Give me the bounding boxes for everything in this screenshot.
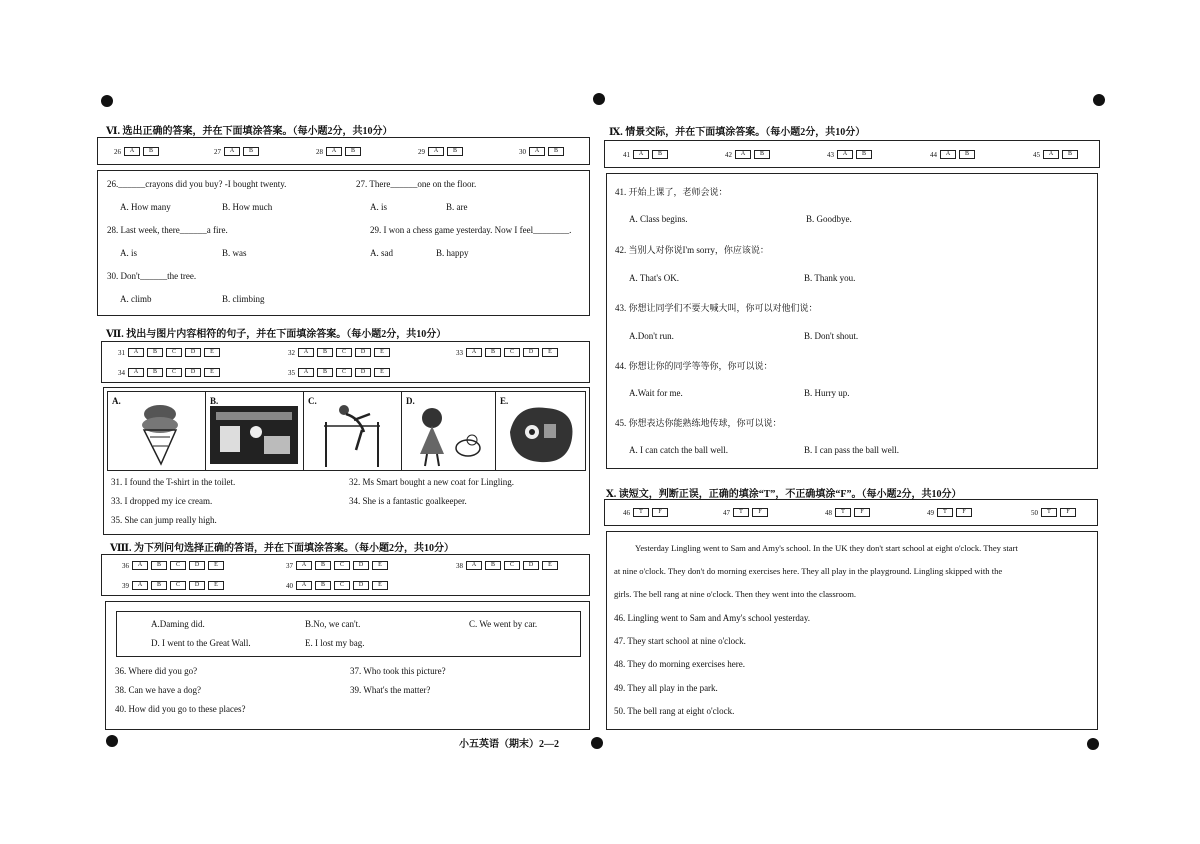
picture-c: C. bbox=[304, 392, 402, 470]
question-26: 26.______crayons did you buy? -I bought twenty. bbox=[107, 179, 287, 189]
question-36: 36. Where did you go? bbox=[115, 666, 198, 676]
section-10-passage-box bbox=[606, 531, 1098, 730]
answer-options-box bbox=[116, 611, 581, 657]
option: A. I can catch the ball well. bbox=[629, 445, 728, 455]
option: A. climb bbox=[120, 294, 152, 304]
answer-item[interactable]: 35 A B C D E bbox=[288, 368, 390, 377]
option: B. climbing bbox=[222, 294, 265, 304]
goalkeeper-icon bbox=[496, 392, 585, 470]
option: A.Daming did. bbox=[151, 619, 205, 629]
high-jump-icon bbox=[304, 392, 402, 470]
answer-item[interactable]: 44 A B bbox=[930, 150, 975, 159]
question-30: 30. Don't______the tree. bbox=[107, 271, 197, 281]
option: A. How many bbox=[120, 202, 171, 212]
answer-item[interactable]: 37 A B C D E bbox=[286, 561, 388, 570]
answer-item[interactable]: 43 A B bbox=[827, 150, 872, 159]
picture-b: B. bbox=[206, 392, 304, 470]
answer-item[interactable]: 42 A B bbox=[725, 150, 770, 159]
question-29: 29. I won a chess game yesterday. Now I feel________. bbox=[370, 225, 572, 235]
answer-item[interactable]: 48 T F bbox=[825, 508, 870, 517]
registration-dot bbox=[106, 735, 118, 747]
section-7-title: Ⅶ. 找出与图片内容相符的句子，并在下面填涂答案。（每小题2分，共10分） bbox=[106, 329, 447, 340]
question-37: 37. Who took this picture? bbox=[350, 666, 446, 676]
option: B. Hurry up. bbox=[804, 388, 850, 398]
section-9-title: Ⅸ. 情景交际，并在下面填涂答案。（每小题2分，共10分） bbox=[609, 127, 866, 138]
picture-a: A. bbox=[108, 392, 206, 470]
question-44: 44. 你想让你的同学等等你，你可以说： bbox=[615, 361, 773, 371]
section-7-content bbox=[103, 387, 590, 535]
section-10-title: Ⅹ. 读短文，判断正误，正确的填涂“T”，不正确填涂“F”。（每小题2分，共10分） bbox=[606, 489, 962, 500]
answer-item[interactable]: 50 T F bbox=[1031, 508, 1076, 517]
bathroom-icon bbox=[206, 392, 304, 470]
question-38: 38. Can we have a dog? bbox=[115, 685, 201, 695]
girl-icon bbox=[402, 392, 496, 470]
passage-line: Yesterday Lingling went to Sam and Amy's school. In the UK they don't start school at eight o'clock. They start bbox=[635, 543, 1018, 553]
registration-dot bbox=[101, 95, 113, 107]
picture-strip bbox=[107, 391, 586, 471]
answer-item[interactable]: 29 A B bbox=[418, 147, 463, 156]
answer-item[interactable]: 31 A B C D E bbox=[118, 348, 220, 357]
passage-line: girls. The bell rang at nine o'clock. Then they went into the classroom. bbox=[614, 589, 857, 599]
question-28: 28. Last week, there______a fire. bbox=[107, 225, 228, 235]
question-45: 45. 你想表达你能熟练地传球，你可以说： bbox=[615, 418, 782, 428]
sentence-32: 32. Ms Smart bought a new coat for Lingling. bbox=[349, 477, 514, 487]
answer-item[interactable]: 45 A B bbox=[1033, 150, 1078, 159]
option: B.No, we can't. bbox=[305, 619, 361, 629]
page-footer: 小五英语（期末）2—2 bbox=[459, 739, 559, 750]
option: B. I can pass the ball well. bbox=[804, 445, 899, 455]
registration-dot bbox=[593, 93, 605, 105]
question-39: 39. What's the matter? bbox=[350, 685, 431, 695]
section-6-questions bbox=[97, 170, 590, 316]
section-9-answer-box bbox=[604, 140, 1100, 168]
option: D. I went to the Great Wall. bbox=[151, 638, 251, 648]
option: C. We went by car. bbox=[469, 619, 538, 629]
picture-e: E. bbox=[496, 392, 585, 470]
sentence-33: 33. I dropped my ice cream. bbox=[111, 496, 213, 506]
option: B. are bbox=[446, 202, 468, 212]
answer-item[interactable]: 36 A B C D E bbox=[122, 561, 224, 570]
answer-item[interactable]: 41 A B bbox=[623, 150, 668, 159]
option: A. is bbox=[370, 202, 388, 212]
option: B. Thank you. bbox=[804, 273, 856, 283]
passage-line: at nine o'clock. They don't do morning exercises here. They all play in the playground. Lingling skipped with the bbox=[614, 566, 1003, 576]
question-42: 42. 当别人对你说I'm sorry，你应该说： bbox=[615, 245, 769, 255]
registration-dot bbox=[591, 737, 603, 749]
answer-item[interactable]: 47 T F bbox=[723, 508, 768, 517]
answer-item[interactable]: 28 A B bbox=[316, 147, 361, 156]
statement-46: 46. Lingling went to Sam and Amy's school yesterday. bbox=[614, 613, 811, 623]
answer-item[interactable]: 26 A B bbox=[114, 147, 159, 156]
option: B. Goodbye. bbox=[806, 214, 852, 224]
option: A. sad bbox=[370, 248, 393, 258]
answer-item[interactable]: 32 A B C D E bbox=[288, 348, 390, 357]
statement-48: 48. They do morning exercises here. bbox=[614, 659, 746, 669]
option: B. was bbox=[222, 248, 247, 258]
question-40: 40. How did you go to these places? bbox=[115, 704, 246, 714]
option: B. How much bbox=[222, 202, 273, 212]
answer-item[interactable]: 34 A B C D E bbox=[118, 368, 220, 377]
answer-item[interactable]: 39 A B C D E bbox=[122, 581, 224, 590]
option: A.Don't run. bbox=[629, 331, 674, 341]
section-10-answer-box bbox=[604, 499, 1098, 526]
section-9-questions bbox=[606, 173, 1098, 469]
registration-dot bbox=[1087, 738, 1099, 750]
answer-item[interactable]: 49 T F bbox=[927, 508, 972, 517]
answer-item[interactable]: 30 A B bbox=[519, 147, 564, 156]
answer-item[interactable]: 46 T F bbox=[623, 508, 668, 517]
answer-item[interactable]: 40 A B C D E bbox=[286, 581, 388, 590]
option: B. Don't shout. bbox=[804, 331, 859, 341]
answer-item[interactable]: 33 A B C D E bbox=[456, 348, 558, 357]
option: A. That's OK. bbox=[629, 273, 679, 283]
sentence-35: 35. She can jump really high. bbox=[111, 515, 217, 525]
registration-dot bbox=[1093, 94, 1105, 106]
statement-49: 49. They all play in the park. bbox=[614, 683, 718, 693]
section-6-answer-box bbox=[97, 137, 590, 165]
option: A. Class begins. bbox=[629, 214, 688, 224]
statement-47: 47. They start school at nine o'clock. bbox=[614, 636, 746, 646]
answer-item[interactable]: 38 A B C D E bbox=[456, 561, 558, 570]
sentence-31: 31. I found the T-shirt in the toilet. bbox=[111, 477, 236, 487]
option: B. happy bbox=[436, 248, 469, 258]
option: A.Wait for me. bbox=[629, 388, 683, 398]
question-27: 27. There______one on the floor. bbox=[356, 179, 477, 189]
ice-cream-icon bbox=[108, 392, 206, 470]
option: A. is bbox=[120, 248, 138, 258]
question-43: 43. 你想让同学们不要大喊大叫，你可以对他们说： bbox=[615, 303, 818, 313]
section-8-title: Ⅷ. 为下列问句选择正确的答语，并在下面填涂答案。（每小题2分，共10分） bbox=[110, 543, 454, 554]
section-6-title: Ⅵ. 选出正确的答案，并在下面填涂答案。（每小题2分，共10分） bbox=[106, 126, 393, 137]
answer-item[interactable]: 27 A B bbox=[214, 147, 259, 156]
picture-d: D. bbox=[402, 392, 496, 470]
question-41: 41. 开始上课了，老师会说： bbox=[615, 187, 728, 197]
section-8-content bbox=[105, 601, 590, 730]
option: E. I lost my bag. bbox=[305, 638, 365, 648]
sentence-34: 34. She is a fantastic goalkeeper. bbox=[349, 496, 467, 506]
statement-50: 50. The bell rang at eight o'clock. bbox=[614, 706, 735, 716]
section-7-answer-box bbox=[101, 341, 590, 383]
section-8-answer-box bbox=[101, 554, 590, 596]
